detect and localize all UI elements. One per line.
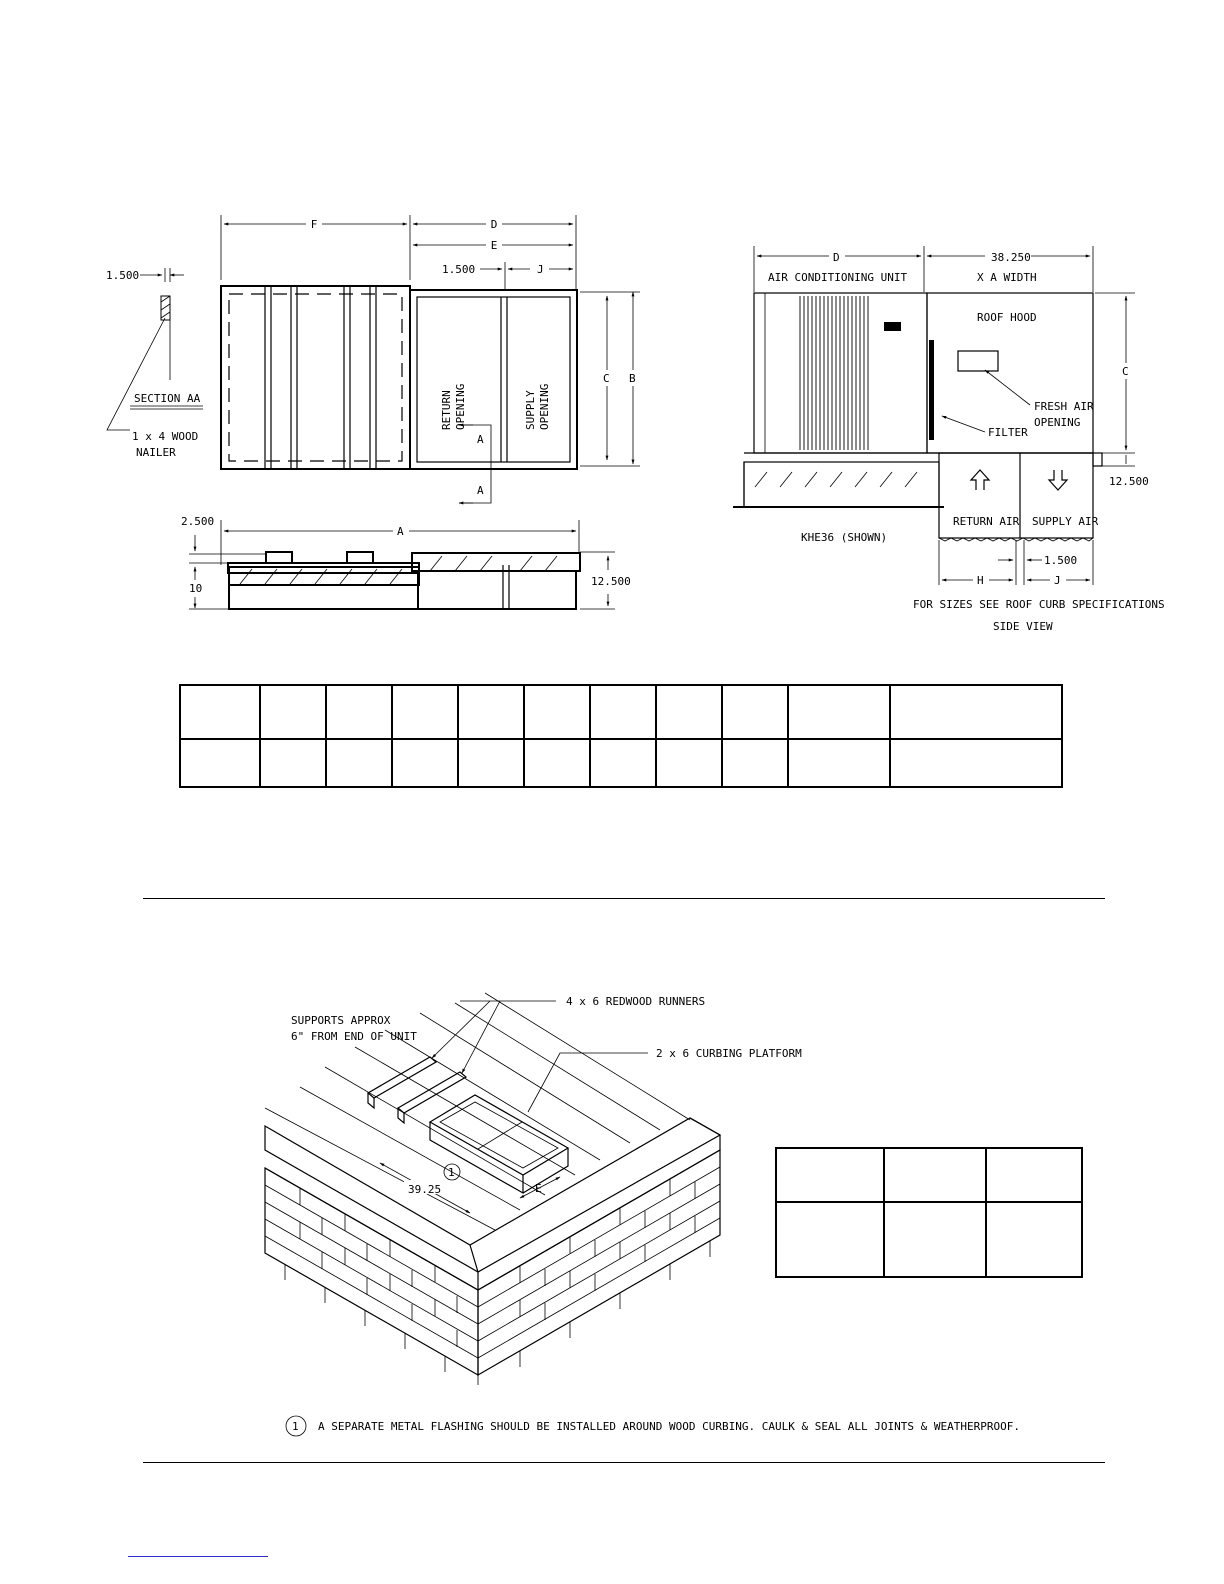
dim-j-label: J xyxy=(537,263,544,276)
supply-air-label: SUPPLY AIR xyxy=(1032,515,1099,528)
runners-label: 4 x 6 REDWOOD RUNNERS xyxy=(566,995,706,1008)
table-cell xyxy=(260,739,326,787)
table-cell xyxy=(392,739,458,787)
footer-link-underline[interactable] xyxy=(128,1556,268,1557)
table-cell xyxy=(392,685,458,739)
supply-opening-line2: OPENING xyxy=(538,383,551,430)
table-cell xyxy=(722,685,788,739)
table-cell xyxy=(986,1148,1082,1202)
x-a-width-label: X A WIDTH xyxy=(977,271,1037,284)
table-cell xyxy=(590,739,656,787)
dim-12500-left-label: 12.500 xyxy=(591,575,631,588)
table-row xyxy=(776,1148,1082,1202)
side-dim-1500-label: 1.500 xyxy=(1044,554,1078,567)
table-cell xyxy=(890,739,1062,787)
table-cell xyxy=(326,685,392,739)
dim-a-label: A xyxy=(397,525,404,538)
side-dim-j-label: J xyxy=(1054,574,1061,587)
table-row xyxy=(776,1202,1082,1277)
filter-label: FILTER xyxy=(988,426,1028,439)
flashing-note-marker: 1 xyxy=(292,1420,299,1433)
nailer-label-line1: 1 x 4 WOOD xyxy=(132,430,199,443)
curbing-dim-e-label: E xyxy=(535,1182,542,1195)
condenser-grille xyxy=(800,296,868,450)
table-cell xyxy=(590,685,656,739)
roof-curb-plan-view xyxy=(106,215,640,503)
table-cell xyxy=(788,739,890,787)
table-cell xyxy=(884,1202,986,1277)
side-dim-d-label: D xyxy=(833,251,840,264)
supply-opening-line1: SUPPLY xyxy=(524,390,537,430)
section-divider-bottom xyxy=(143,1462,1105,1463)
table-cell xyxy=(986,1202,1082,1277)
roof-curb-note: FOR SIZES SEE ROOF CURB SPECIFICATIONS xyxy=(913,598,1165,611)
roof-curb-elevation xyxy=(181,515,631,609)
side-dim-38250-label: 38.250 xyxy=(991,251,1031,264)
table-cell xyxy=(458,739,524,787)
section-mark-lower: A xyxy=(477,484,484,497)
return-air-label: RETURN AIR xyxy=(953,515,1020,528)
platform-label: 2 x 6 CURBING PLATFORM xyxy=(656,1047,802,1060)
table-cell xyxy=(524,739,590,787)
table-cell xyxy=(776,1202,884,1277)
curbing-note-marker: 1 xyxy=(448,1166,455,1179)
model-shown-label: KHE36 (SHOWN) xyxy=(801,531,888,544)
flashing-note: A SEPARATE METAL FLASHING SHOULD BE INSTALLED AROUND WOOD CURBING. CAULK & SEAL ALL JOINTS & WEATHERPROOF. xyxy=(318,1420,1020,1433)
dimensions-table xyxy=(179,684,1063,788)
table-cell xyxy=(458,685,524,739)
dim-f-label: F xyxy=(310,218,318,231)
dim-1500-left-label: 1.500 xyxy=(106,269,140,282)
table-cell xyxy=(180,739,260,787)
dim-c-label: C xyxy=(603,372,610,385)
dim-b-label: B xyxy=(629,372,636,385)
table-row xyxy=(180,739,1062,787)
dim-d-label: D xyxy=(490,218,498,231)
dim-3925-label: 39.25 xyxy=(408,1183,442,1196)
side-dim-c-label: C xyxy=(1122,365,1129,378)
side-view-drawing xyxy=(733,246,1165,633)
nailer-label-line2: NAILER xyxy=(136,446,176,459)
section-aa-label: SECTION AA xyxy=(134,392,201,405)
section-divider-top xyxy=(143,898,1105,899)
supports-label-line1: SUPPORTS APPROX xyxy=(291,1014,391,1027)
air-conditioning-unit-label: AIR CONDITIONING UNIT xyxy=(768,271,908,284)
dim-e-label: E xyxy=(490,239,498,252)
table-cell xyxy=(890,685,1062,739)
dim-10-label: 10 xyxy=(189,582,203,595)
curbing-table xyxy=(775,1147,1083,1278)
section-mark-upper: A xyxy=(477,433,484,446)
table-cell xyxy=(260,685,326,739)
table-row xyxy=(180,685,1062,739)
return-opening-line2: OPENING xyxy=(454,383,467,430)
brand-logo-icon xyxy=(884,322,901,331)
dim-1500-top-label: 1.500 xyxy=(442,263,476,276)
table-cell xyxy=(524,685,590,739)
table-cell xyxy=(326,739,392,787)
supports-label-line2: 6" FROM END OF UNIT xyxy=(291,1030,417,1043)
roof-hood-label: ROOF HOOD xyxy=(977,311,1037,324)
table-cell xyxy=(656,685,722,739)
side-view-label: SIDE VIEW xyxy=(993,620,1053,633)
return-opening-line1: RETURN xyxy=(440,390,453,430)
fresh-air-label-line1: FRESH AIR xyxy=(1034,400,1094,413)
side-dim-h-label: H xyxy=(977,574,984,587)
table-cell xyxy=(776,1148,884,1202)
table-cell xyxy=(884,1148,986,1202)
dim-2500-label: 2.500 xyxy=(181,515,215,528)
table-cell xyxy=(180,685,260,739)
table-cell xyxy=(656,739,722,787)
table-cell xyxy=(788,685,890,739)
fresh-air-label-line2: OPENING xyxy=(1034,416,1081,429)
side-dim-12500-label: 12.500 xyxy=(1109,475,1149,488)
table-cell xyxy=(722,739,788,787)
